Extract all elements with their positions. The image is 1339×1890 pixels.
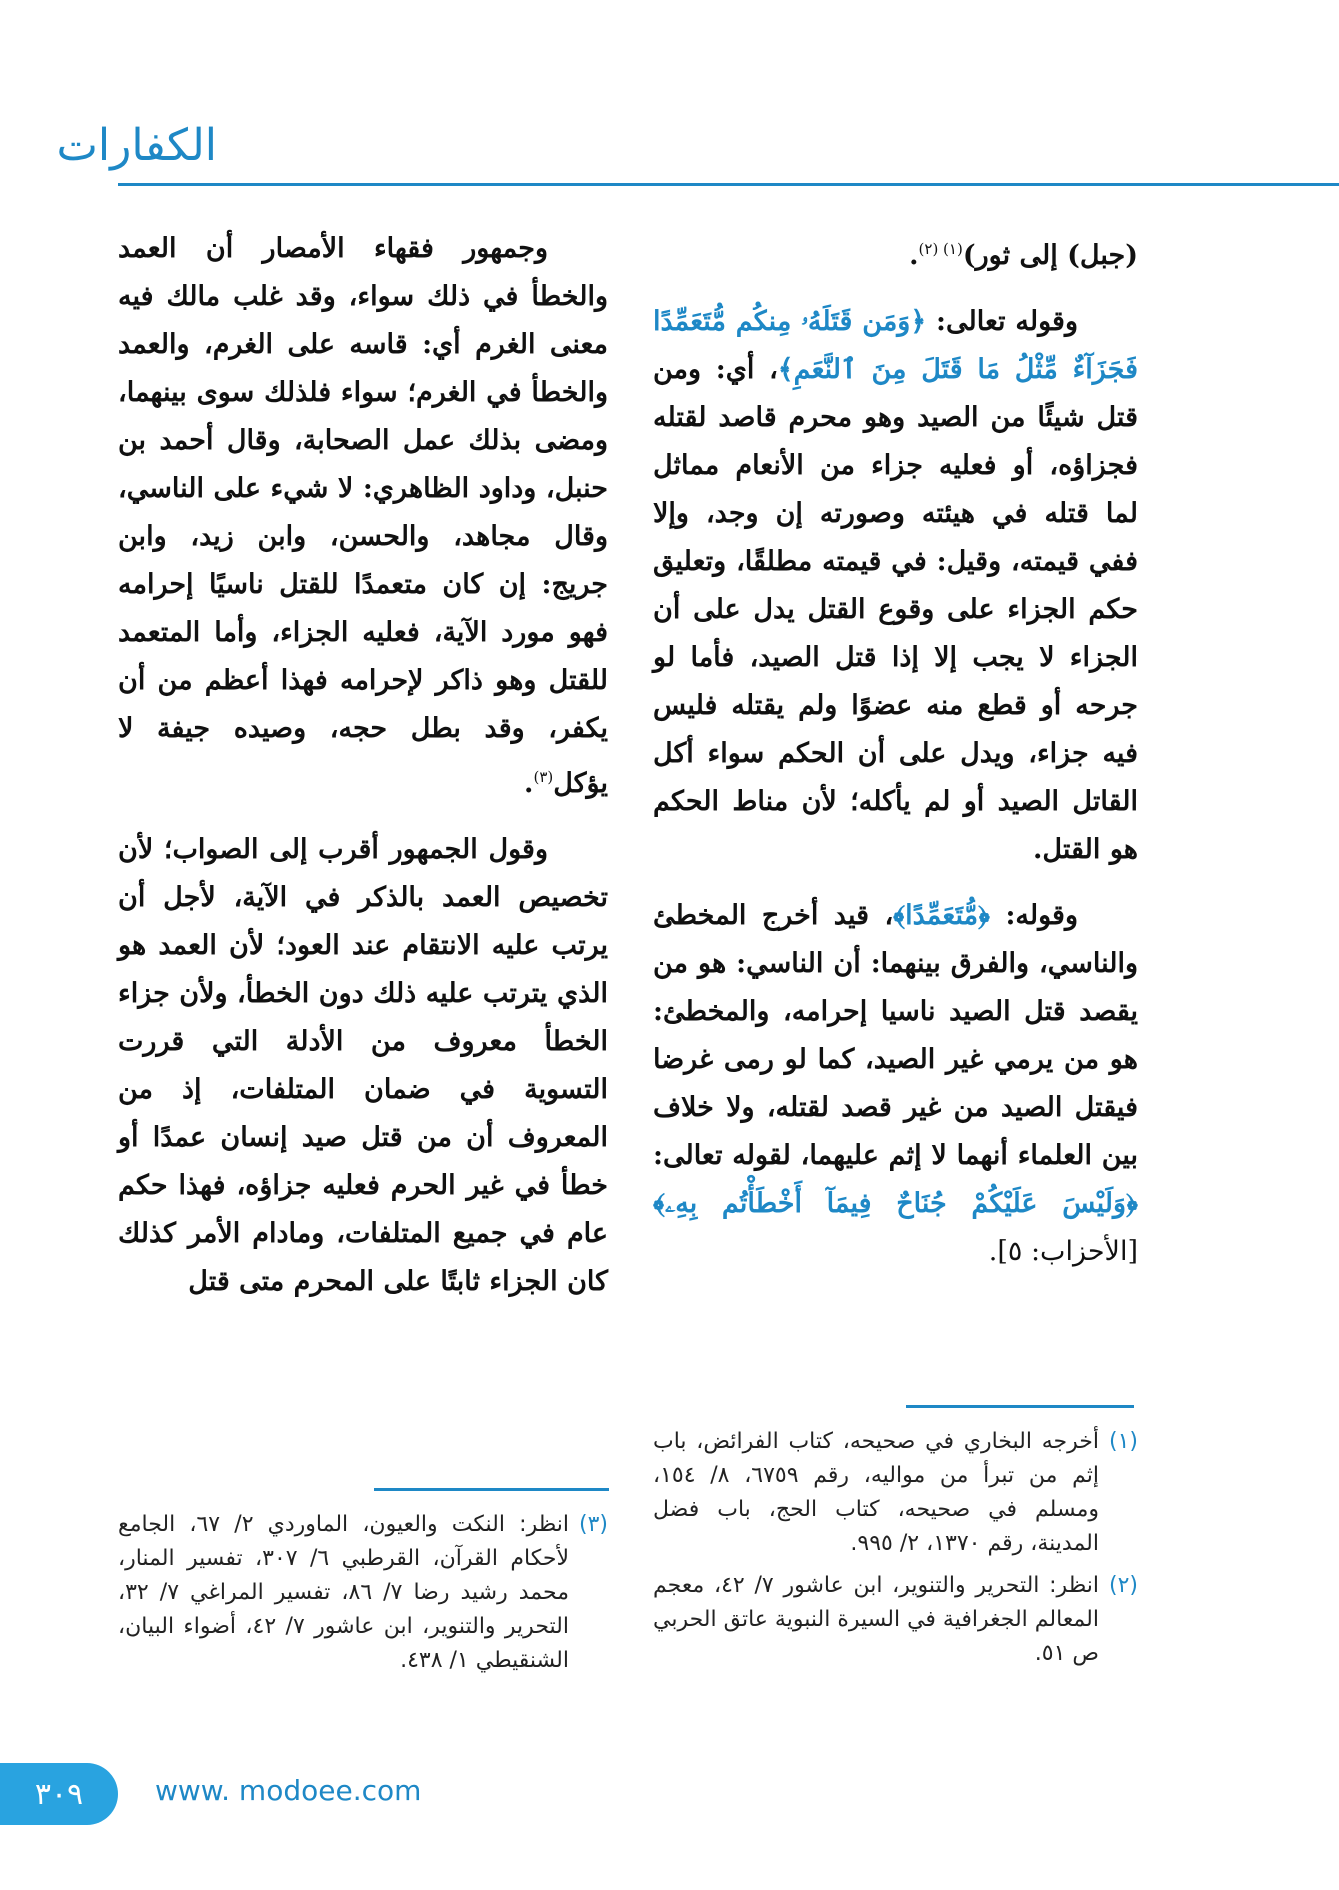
footnote-number: (٣) (578, 1512, 608, 1537)
surah-reference: [الأحزاب: ٥]. (988, 1236, 1138, 1267)
paragraph (118, 225, 608, 808)
footnote-text: انظر: التحرير والتنوير، ابن عاشور ٧/ ٤٢، معجم المعالم الجغرافية في السيرة النبوية عاتق الحربي ص ٥١. (653, 1573, 1099, 1666)
header-rule (118, 183, 1339, 186)
quran-verse: ﴿وَلَيْسَ عَلَيْكُمْ جُنَاحٌ فِيمَآ أَخْطَأْتُم بِهِۦ﴾ (653, 1188, 1138, 1219)
running-header-title: الكفارات (56, 120, 217, 171)
footnote-text: انظر: النكت والعيون، الماوردي ٢/ ٦٧، الجامع لأحكام القرآن، القرطبي ٦/ ٣٠٧، تفسير المنار، محمد رشيد رضا ٧/ ٨٦، تفسير المراغي ٧/ ٣٢، التحرير والتنوير، ابن عاشور ٧/ ٤٢، أضواء البيان، الشنقيطي ١/ ٤٣٨. (118, 1512, 570, 1673)
paragraph-text: ، أي: ومن قتل شيئًا من الصيد وهو محرم قاصد لقتله فجزاؤه، أو فعليه جزاء من الأنعام مماثل لما قتله في هيئته وصورته إن وجد، وإلا ففي قيمته، وقيل: في قيمته مطلقًا، وتعليق حكم الجزاء على وقوع القتل يدل على أن الجزاء لا يجب إلا إذا قتل الصيد، فأما لو جرحه أو قطع منه عضوًا ولم يقتله فليس فيه جزاء، ويدل على أن الحكم سواء أكل القاتل الصيد أو لم يأكله؛ لأن مناط الحكم هو القتل. (653, 354, 1138, 865)
right-column (653, 225, 1138, 1294)
left-column (118, 225, 608, 1324)
website-link[interactable]: www. modoee.com (155, 1774, 422, 1807)
page-number-badge: ٣٠٩ (0, 1763, 118, 1825)
footnotes-right (653, 1425, 1138, 1679)
paragraph: وقول الجمهور أقرب إلى الصواب؛ لأن تخصيص العمد بالذكر في الآية، لأجل أن يرتب عليه الانتقام عند العود؛ لأن العمد هو الذي يترتب عليه ذلك دون الخطأ، ولأن جزاء الخطأ معروف من الأدلة التي قررت التسوية في ضمان المتلفات، إذ من المعروف أن من قتل صيد إنسان عمدًا أو خطأ في غير الحرم فعليه جزاؤه، فهذا حكم عام في جميع المتلفات، ومادام الأمر كذلك كان الجزاء ثابتًا على المحرم متى قتل (118, 834, 608, 1297)
footnotes-left (118, 1508, 608, 1686)
quran-verse: ﴿مُّتَعَمِّدًا﴾ (893, 900, 991, 931)
footnote-ref[interactable]: (٣) (533, 768, 554, 786)
footnote (653, 1425, 1138, 1561)
footnote-divider (374, 1488, 609, 1491)
paragraph-text: وقوله: (990, 900, 1079, 931)
paragraph (653, 225, 1138, 280)
footnote-divider (906, 1405, 1134, 1408)
paragraph (653, 892, 1138, 1276)
paragraph-text: وجمهور فقهاء الأمصار أن العمد والخطأ في ذلك سواء، وقد غلب مالك فيه معنى الغرم أي: قاسه على الغرم، والعمد والخطأ في الغرم؛ سواء فلذلك سوى بينهما، ومضى بذلك عمل الصحابة، وقال أحمد بن حنبل، وداود الظاهري: لا شيء على الناسي، وقال مجاهد، والحسن، وابن زيد، وابن جريج: إن كان متعمدًا للقتل ناسيًا إحرامه فهو مورد الآية، فعليه الجزاء، وأما المتعمد للقتل وهو ذاكر لإحرامه فهذا أعظم من أن يكفر، وقد بطل حجه، وصيده جيفة لا يؤكل (118, 233, 608, 799)
footnote-ref[interactable]: (١) (٢) (918, 240, 963, 258)
paragraph-text: . (524, 768, 534, 799)
footnote-text: أخرجه البخاري في صحيحه، كتاب الفرائض، باب إثم من تبرأ من مواليه، رقم ٦٧٥٩، ٨/ ١٥٤، ومسلم في صحيحه، كتاب الحج، باب فضل المدينة، رقم ١٣٧٠، ٢/ ٩٩٥. (653, 1429, 1099, 1556)
quran-verse: ﴿وَمَن قَتَلَهُۥ مِنكُم مُّتَعَمِّدًا فَجَزَآءٌ مِّثْلُ مَا قَتَلَ مِنَ ٱلنَّعَمِ﴾ (653, 306, 1139, 385)
footnote (653, 1569, 1138, 1671)
paragraph-text: وقوله تعالى: (926, 306, 1078, 337)
footnote-number: (٢) (1108, 1573, 1138, 1598)
paragraph-text: (جبل) إلى ثور) (962, 240, 1138, 271)
paragraph-text: . (909, 240, 919, 271)
paragraph (653, 298, 1138, 874)
paragraph-text: ، قيد أخرج المخطئ والناسي، والفرق بينهما: أن الناسي: هو من يقصد قتل الصيد ناسيا إحرامه، والمخطئ: هو من يرمي غير الصيد، كما لو رمى غرضا فيقتل الصيد من غير قصد لقتله، ولا خلاف بين العلماء أنهما لا إثم عليهما، لقوله تعالى: (653, 900, 1138, 1171)
footnote (118, 1508, 608, 1678)
footnote-number: (١) (1108, 1429, 1138, 1454)
